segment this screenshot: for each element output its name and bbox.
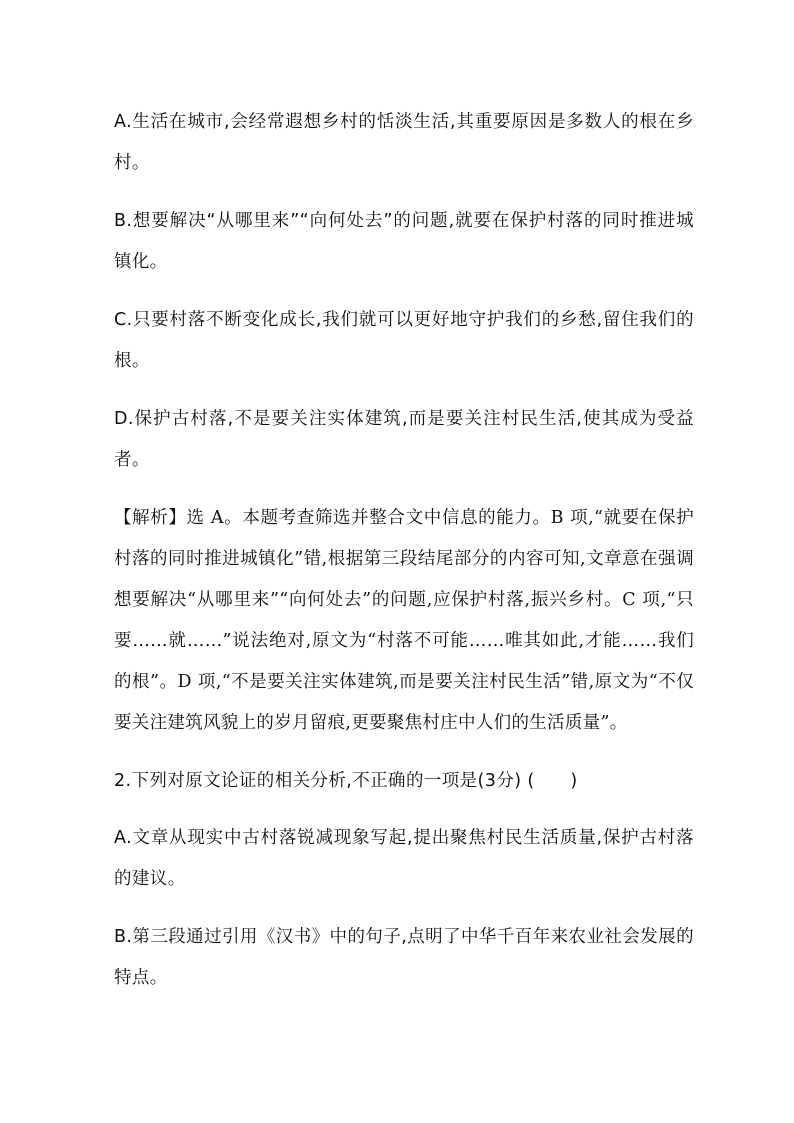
option-a-q1: A.生活在城市,会经常遐想乡村的恬淡生活,其重要原因是多数人的根在乡村。 <box>114 112 694 173</box>
option-d-q1: D.保护古村落,不是要关注实体建筑,而是要关注村民生活,使其成为受益者。 <box>114 409 694 470</box>
question-2-stem: 2.下列对原文论证的相关分析,不正确的一项是(3分) ( ) <box>114 771 578 791</box>
document-content <box>114 102 694 1016</box>
option-a-q2: A.文章从现实中古村落锐减现象写起,提出聚焦村民生活质量,保护古村落的建议。 <box>114 828 694 889</box>
analysis-paragraph: 【解析】选 A。本题考查筛选并整合文中信息的能力。B 项,“就要在保护村落的同时推进城镇化”错,根据第三段结尾部分的内容可知,文章意在强调想要解决“从哪里来”“向何处去”的问题,应保护村落,振兴乡村。C 项,“只要……就……”说法绝对,原文为“村落不可能……唯其如此,才能……我们的根”。D 项,“不是要关注实体建筑,而是要关注村民生活”错,原文为“不仅要关注建筑风貌上的岁月留痕,更要聚焦村庄中人们的生活质量”。 <box>114 508 694 733</box>
option-b-q1: B.想要解决“从哪里来”“向何处去”的问题,就要在保护村落的同时推进城镇化。 <box>114 211 694 272</box>
option-b-q2: B.第三段通过引用《汉书》中的句子,点明了中华千百年来农业社会发展的特点。 <box>114 927 694 988</box>
option-c-q1: C.只要村落不断变化成长,我们就可以更好地守护我们的乡愁,留住我们的根。 <box>114 310 694 371</box>
